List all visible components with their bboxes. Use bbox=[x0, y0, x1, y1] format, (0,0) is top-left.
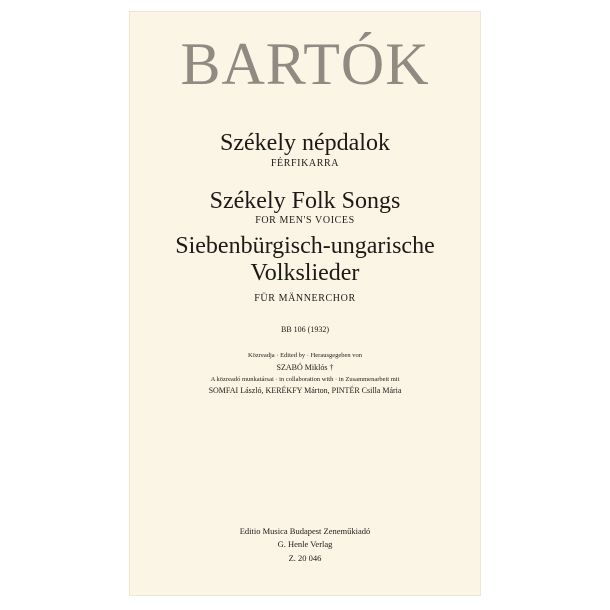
publisher-number: Z. 20 046 bbox=[288, 553, 322, 563]
editor-label: Közreadja · Edited by · Herausgegeben von bbox=[247, 352, 363, 359]
subtitle-hungarian: FÉRFIKARRA bbox=[270, 158, 340, 169]
title-english: Székely Folk Songs bbox=[209, 188, 401, 214]
composer-name: BARTÓK bbox=[180, 31, 430, 97]
title-german-line1: Siebenbürgisch-ungarische bbox=[175, 233, 435, 259]
subtitle-english: FOR MEN'S VOICES bbox=[255, 215, 355, 226]
editor-name: SZABÓ Miklós † bbox=[276, 363, 334, 372]
score-cover bbox=[130, 12, 480, 595]
collaborators-label: A közreadó munkatársai · in collaboration with · in Zusammenarbeit mit bbox=[210, 376, 400, 383]
subtitle-german: FÜR MÄNNERCHOR bbox=[254, 293, 356, 304]
publisher-line2: G. Henle Verlag bbox=[277, 539, 333, 549]
title-hungarian: Székely népdalok bbox=[220, 130, 390, 156]
publisher-line1: Editio Musica Budapest Zeneműkiadó bbox=[239, 526, 371, 536]
catalog-number: BB 106 (1932) bbox=[281, 325, 329, 334]
title-german-line2: Volkslieder bbox=[250, 260, 360, 286]
collaborators-names: SOMFAI László, KERÉKFY Márton, PINTÉR Csilla Mária bbox=[208, 386, 402, 395]
